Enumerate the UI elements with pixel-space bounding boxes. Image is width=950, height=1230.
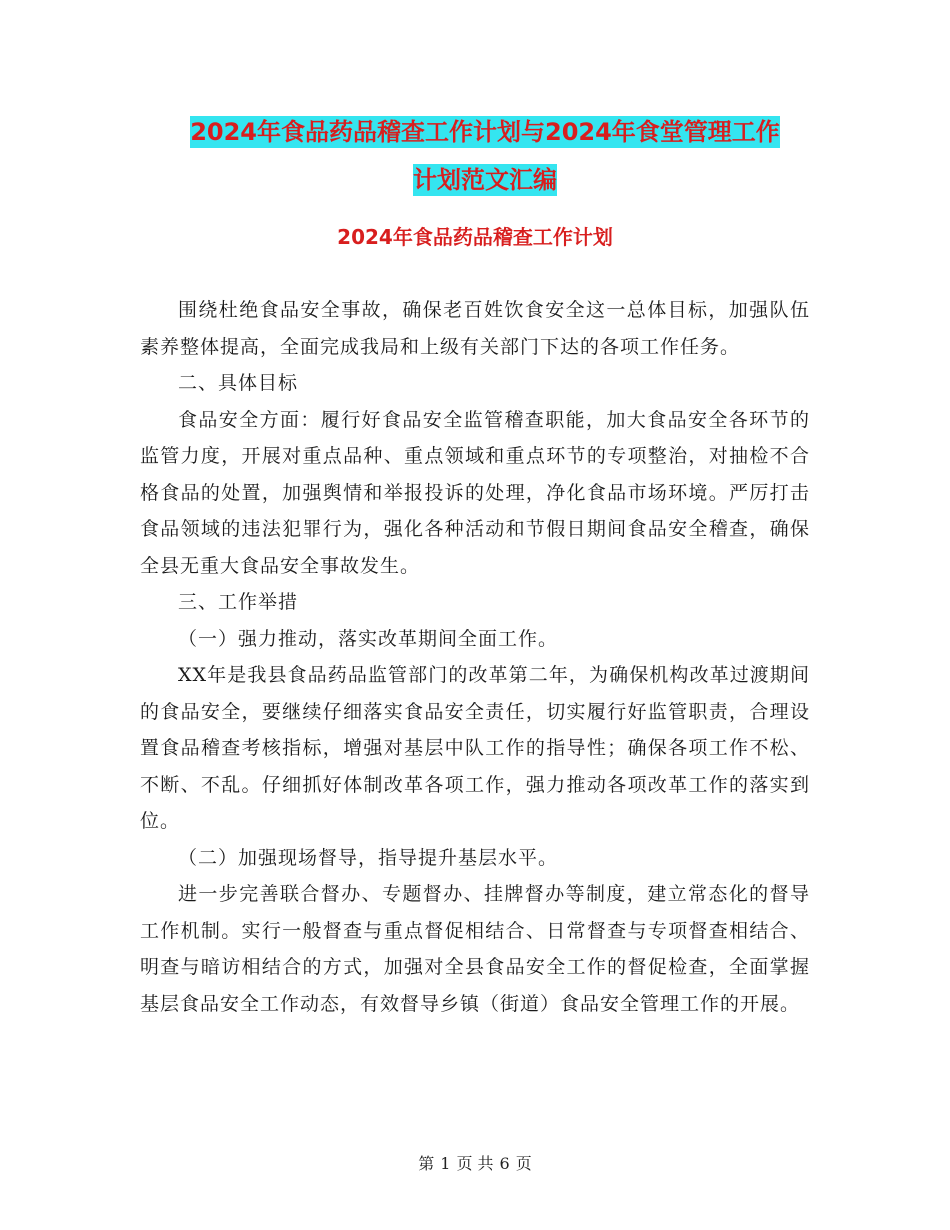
paragraph-reform: XX年是我县食品药品监管部门的改革第二年，为确保机构改革过渡期间的食品安全，要继续仔细落实食品安全责任，切实履行好监管职责，合理设置食品稽查考核指标，增强对基层中队工作的指导性；确保各项工作不松、不断、不乱。仔细抓好体制改革各项工作，强力推动各项改革工作的落实到位。 [140, 664, 810, 832]
subheading-supervision: （二）加强现场督导，指导提升基层水平。 [178, 846, 559, 869]
footer-total-pages: 6 [499, 1154, 510, 1173]
paragraph-food-safety: 食品安全方面：履行好食品安全监管稽查职能，加大食品安全各环节的监管力度，开展对重点品种、重点领域和重点环节的专项整治，对抽检不合格食品的处置，加强舆情和举报投诉的处理，净化食品市场环境。严厉打击食品领域的违法犯罪行为，强化各种活动和节假日期间食品安全稽查，确保全县无重大食品安全事故发生。 [140, 408, 810, 577]
title-line-1: 2024年食品药品稽查工作计划与2024年食堂管理工作 [190, 118, 780, 146]
document-body [140, 292, 810, 1022]
section-title: 2024年食品药品稽查工作计划 [337, 225, 613, 249]
paragraph-supervision: 进一步完善联合督办、专题督办、挂牌督办等制度，建立常态化的督导工作机制。实行一般督查与重点督促相结合、日常督查与专项督查相结合、明查与暗访相结合的方式，加强对全县食品安全工作的督促检查，全面掌握基层食品安全工作动态，有效督导乡镇（街道）食品安全管理工作的开展。 [140, 883, 810, 1015]
heading-specific-goals: 二、具体目标 [178, 372, 299, 394]
paragraph-intro: 围绕杜绝食品安全事故，确保老百姓饮食安全这一总体目标，加强队伍素养整体提高，全面完成我局和上级有关部门下达的各项工作任务。 [140, 299, 810, 358]
subheading-reform: （一）强力推动，落实改革期间全面工作。 [178, 627, 559, 650]
page-footer [0, 1152, 950, 1176]
heading-work-measures: 三、工作举措 [178, 591, 299, 613]
footer-suffix: 页 [515, 1154, 532, 1173]
footer-page-number: 1 [440, 1154, 451, 1173]
title-line-2: 计划范文汇编 [413, 166, 557, 194]
footer-middle: 页 共 [456, 1154, 494, 1173]
footer-prefix: 第 [418, 1154, 435, 1173]
document-title [140, 108, 830, 204]
